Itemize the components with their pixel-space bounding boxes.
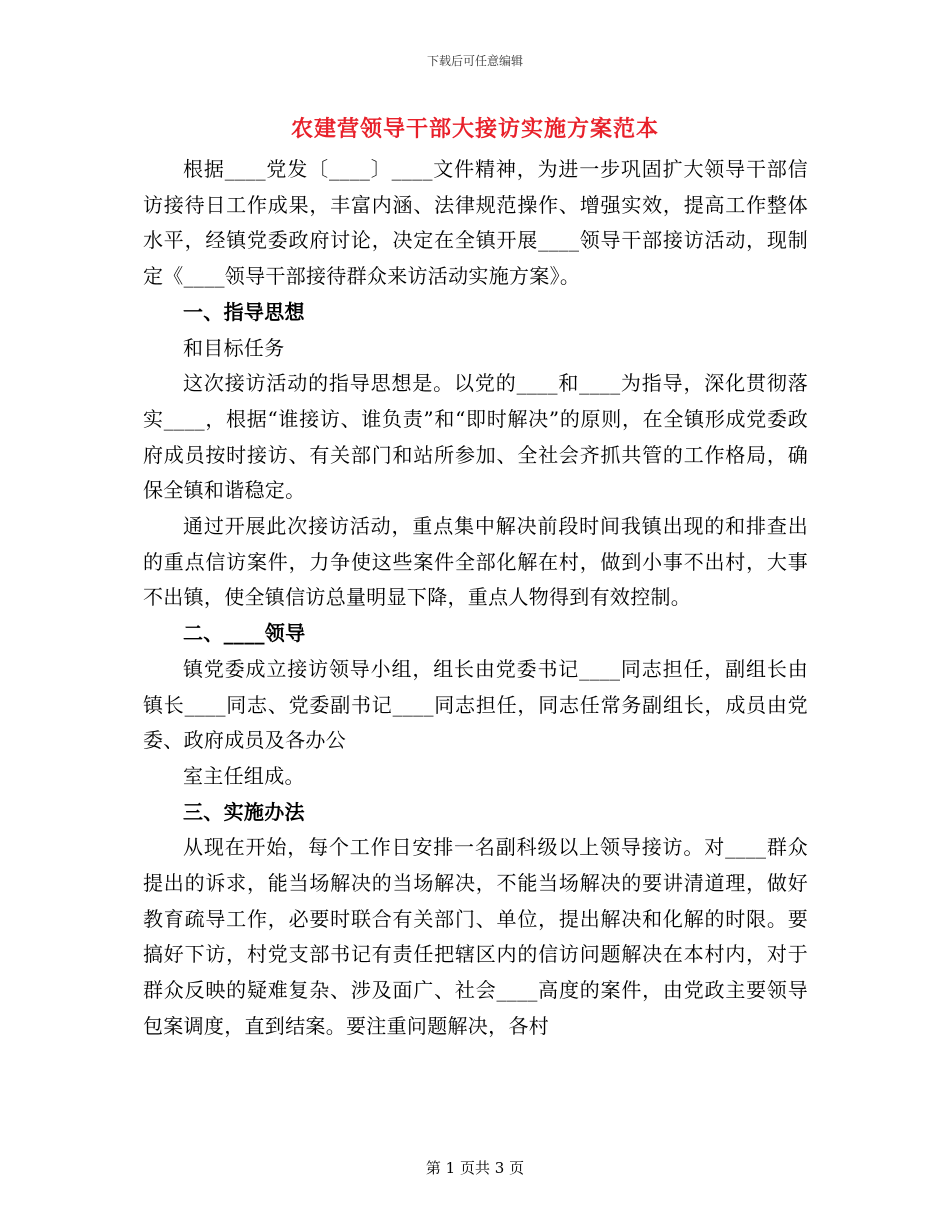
paragraph-leadership-members: 室主任组成。	[183, 763, 305, 788]
paragraph-methods: 从现在开始，每个工作日安排一名副科级以上领导接访。对____群众提出的诉求，能当场解决的当场解决，不能当场解决的要讲清道理，做好教育疏导工作，必要时联合有关部门、单位，提出解决和化解的时限。要搞好下访，村党支部书记有责任把辖区内的信访问题解决在本村内，对于群众反映的疑难复杂、涉及面广、社会____高度的案件，由党政主要领导包案调度，直到结案。要注重问题解决，各村	[143, 835, 808, 1038]
document-title: 农建营领导干部大接访实施方案范本	[290, 116, 659, 142]
page-footer: 第 1 页共 3 页	[425, 1159, 525, 1177]
heading-methods: 三、实施办法	[183, 799, 305, 824]
paragraph-leadership-group: 镇党委成立接访领导小组，组长由党委书记____同志担任，副组长由镇长____同志、党委副书记____同志担任，同志任常务副组长，成员由党委、政府成员及各办公	[143, 656, 808, 753]
paragraph-guiding-detail: 这次接访活动的指导思想是。以党的____和____为指导，深化贯彻落实____，根据“谁接访、谁负责”和“即时解决”的原则，在全镇形成党委政府成员按时接访、有关部门和站所参加、全社会齐抓共管的工作格局，确保全镇和谐稳定。	[143, 371, 808, 503]
paragraph-objectives: 通过开展此次接访活动，重点集中解决前段时间我镇出现的和排查出的重点信访案件，力争使这些案件全部化解在村，做到小事不出村，大事不出镇，使全镇信访总量明显下降，重点人物得到有效控制。	[143, 514, 808, 610]
paragraph-intro: 根据____党发〔____〕____文件精神，为进一步巩固扩大领导干部信访接待日工作成果，丰富内涵、法律规范操作、增强实效，提高工作整体水平，经镇党委政府讨论，决定在全镇开展____领导干部接访活动，现制定《____领导干部接待群众来访活动实施方案》。	[143, 157, 808, 289]
paragraph-goals: 和目标任务	[183, 335, 285, 360]
heading-guiding-thought: 一、指导思想	[183, 299, 305, 324]
heading-leadership: 二、____领导	[183, 621, 306, 646]
document-body	[143, 152, 808, 1045]
header-note: 下载后可任意编辑	[426, 54, 523, 68]
